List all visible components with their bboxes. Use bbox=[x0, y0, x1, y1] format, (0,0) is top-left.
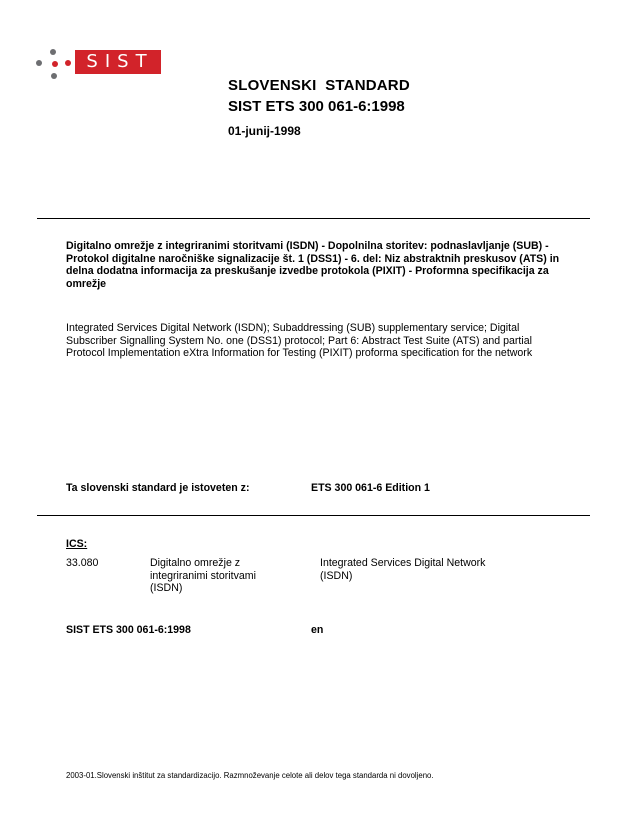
divider-top bbox=[37, 218, 590, 219]
ics-description-english: Integrated Services Digital Network (ISDN) bbox=[320, 557, 486, 582]
identical-value: ETS 300 061-6 Edition 1 bbox=[311, 482, 430, 494]
ics-label: ICS: bbox=[66, 538, 88, 550]
title-slovenian: Digitalno omrežje z integriranimi storitvami (ISDN) - Dopolnilna storitev: podnaslavljanje (SUB) - Protokol digitalne naročniške signalizacije št. 1 (DSS1) - 6. del: Niz abstraktnih preskusov (ATS) in delna dodatna informacija za preskušanje izvedbe protokola (PIXIT) - Proformna specifikacija za omrežje bbox=[66, 240, 560, 290]
document-code: SIST ETS 300 061-6:1998 bbox=[66, 624, 191, 636]
standard-heading: SLOVENSKI STANDARD bbox=[228, 77, 410, 94]
copyright-footer: 2003-01.Slovenski inštitut za standardizacijo. Razmnoževanje celote ali delov tega standarda ni dovoljeno. bbox=[66, 771, 434, 780]
logo-wordmark: SIST bbox=[75, 50, 161, 74]
title-english: Integrated Services Digital Network (ISDN); Subaddressing (SUB) supplementary service; Digital Subscriber Signalling System No. one (DSS1) protocol; Part 6: Abstract Test Suite (ATS) and partial Protocol Implementation eXtra Information for Testing (PIXIT) proforma specification for the network bbox=[66, 322, 533, 359]
logo-dots-icon bbox=[36, 49, 72, 83]
document-language: en bbox=[311, 624, 324, 636]
identical-label: Ta slovenski standard je istoveten z: bbox=[66, 482, 250, 494]
standard-code: SIST ETS 300 061-6:1998 bbox=[228, 98, 405, 115]
publication-date: 01-junij-1998 bbox=[228, 124, 301, 138]
ics-description-slovenian: Digitalno omrežje z integriranimi storitvami (ISDN) bbox=[150, 557, 256, 594]
sist-logo bbox=[36, 44, 166, 84]
divider-middle bbox=[37, 515, 590, 516]
ics-code: 33.080 bbox=[66, 557, 99, 569]
